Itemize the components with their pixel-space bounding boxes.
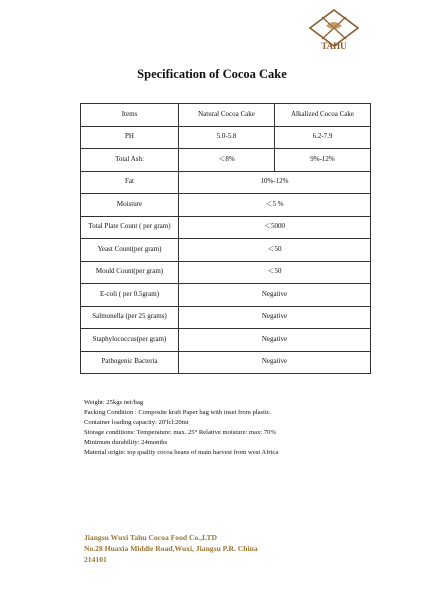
table-header-row xyxy=(81,104,371,127)
row-item: Staphylococcus(per gram) xyxy=(81,329,179,352)
container-note: Container loading capacity: 20'fcl:20mt xyxy=(84,419,189,426)
table-row xyxy=(81,261,371,284)
table-row xyxy=(81,239,371,262)
row-item: Moisture xyxy=(81,194,179,217)
row-value: ＜50 xyxy=(179,239,371,262)
product-notes xyxy=(84,398,384,458)
row-value: 10%-12% xyxy=(179,171,371,194)
table-row xyxy=(81,329,371,352)
specification-table xyxy=(80,103,371,374)
company-postcode: 214101 xyxy=(84,555,107,564)
row-item: E-coli ( per 0.5gram) xyxy=(81,284,179,307)
row-natural: 5.0-5.8 xyxy=(179,126,275,149)
row-alkalized: 6.2-7.9 xyxy=(275,126,371,149)
row-value: Negative xyxy=(179,351,371,374)
row-item: Total Plate Count ( per gram) xyxy=(81,216,179,239)
durability-note: Minimum durability: 24months xyxy=(84,439,168,446)
page-title: Specification of Cocoa Cake xyxy=(137,67,287,81)
company-name: Jiangsu Wuxi Tahu Cocoa Food Co.,LTD xyxy=(84,533,218,542)
table-row xyxy=(81,194,371,217)
row-value: ＜50 xyxy=(179,261,371,284)
row-alkalized: 9%-12% xyxy=(275,149,371,172)
row-item: PH xyxy=(81,126,179,149)
table-row xyxy=(81,351,371,374)
table-row xyxy=(81,126,371,149)
row-value: ＜5 % xyxy=(179,194,371,217)
company-address-block xyxy=(84,532,258,565)
row-item: Salmonella (per 25 grams) xyxy=(81,306,179,329)
row-item: Total Ash: xyxy=(81,149,179,172)
table-row xyxy=(81,149,371,172)
row-item: Fat xyxy=(81,171,179,194)
row-item: Pathogenic Bacteria xyxy=(81,351,179,374)
weight-note: Weight: 25kgs net/bag xyxy=(84,399,144,406)
table-row xyxy=(81,284,371,307)
row-natural: ＜8% xyxy=(179,149,275,172)
company-address: No.28 Huaxia Middle Road,Wuxi, Jiangsu P.R. China xyxy=(84,544,258,553)
row-item: Mould Count(per gram) xyxy=(81,261,179,284)
diamond-logo-icon xyxy=(308,8,360,52)
packing-note: Packing Condition : Composite kraft Paper bag with inset from plastic. xyxy=(84,409,272,416)
row-value: Negative xyxy=(179,329,371,352)
row-value: Negative xyxy=(179,284,371,307)
row-value: ＜5000 xyxy=(179,216,371,239)
table-row xyxy=(81,216,371,239)
header-natural: Natural Cocoa Cake xyxy=(179,104,275,127)
row-item: Yeast Count(per gram) xyxy=(81,239,179,262)
row-value: Negative xyxy=(179,306,371,329)
storage-note: Storage conditions: Temperature: max. 25° Relative moisture: max: 70% xyxy=(84,429,276,436)
header-items: Items xyxy=(81,104,179,127)
table-row xyxy=(81,306,371,329)
header-alkalized: Alkalized Cocoa Cake xyxy=(275,104,371,127)
logo-text: TAHU xyxy=(321,41,347,51)
company-logo xyxy=(308,8,360,52)
origin-note: Material origin: top quality cocoa beans of main harvest from west Africa xyxy=(84,449,279,456)
table-row xyxy=(81,171,371,194)
